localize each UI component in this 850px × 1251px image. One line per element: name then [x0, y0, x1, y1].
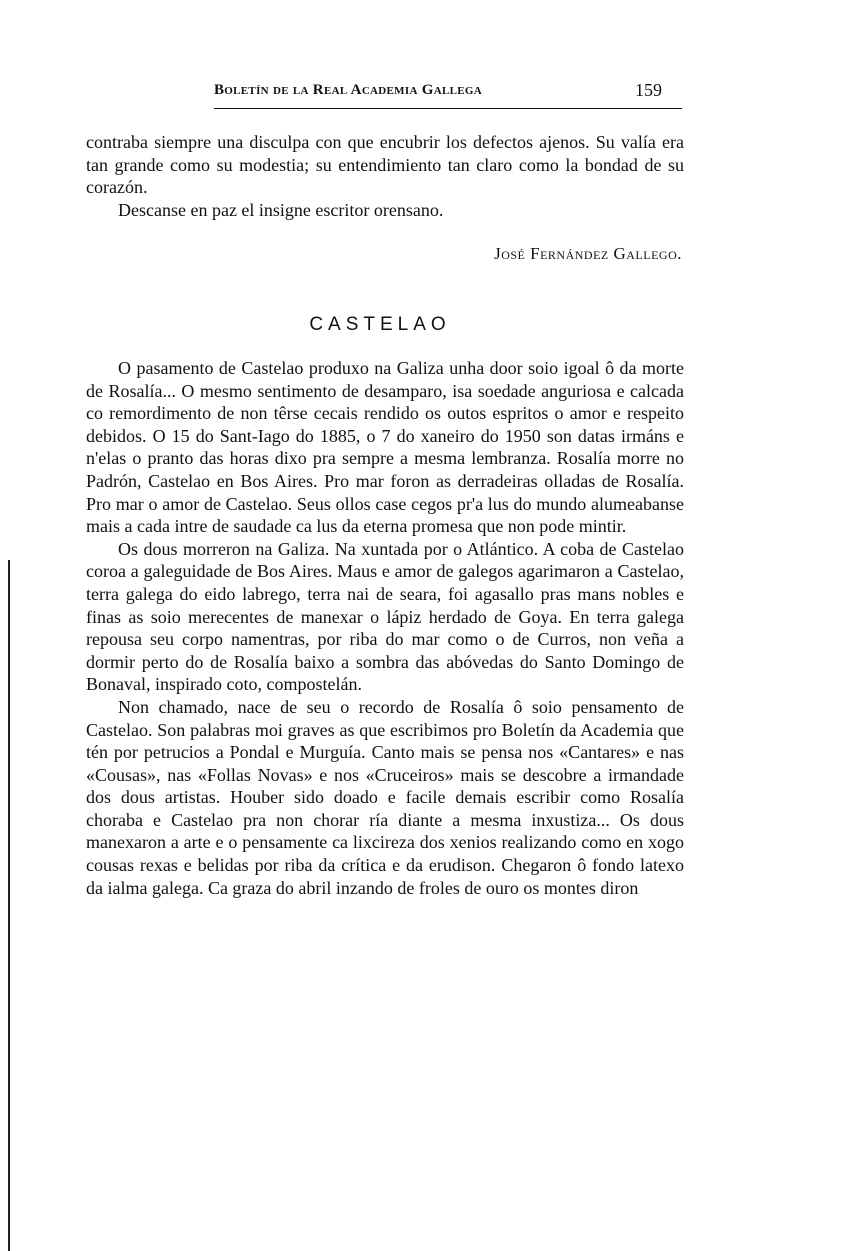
- author-signature: José Fernández Gallego.: [494, 244, 682, 263]
- running-header: [214, 82, 682, 109]
- paragraph: Non chamado, nace de seu o recordo de Rosalía ô soio pensamento de Castelao. Son palabras moi graves as que escribimos pro Boletín da Academia que tén por petrucios a Pondal e Murguía. Canto mais se pensa nos «Cantares» e nas «Cousas», nas «Follas Novas» e nos «Cruceiros» mais se descobre a irmandade dos dous artistas. Houber sido doado e facile demais escribir como Rosalía choraba e Castelao pra non chorar ría diante a mesma inxustiza... Os dous manexaron a arte e o pensamente ca lixcireza dos xenios realizando como en xogo cousas rexas e belidas por riba da crítica e da erudison. Chegaron ô fondo latexo da ialma galega. Ca graza do abril inzando de froles de ouro os montes diron: [86, 696, 684, 898]
- page-number: 159: [635, 80, 662, 100]
- paragraph: contraba siempre una disculpa con que encubrir los defectos ajenos. Su valía era tan grande como su modestia; su entendimiento tan claro como la bondad de su corazón.: [86, 132, 684, 198]
- closing-line: Descanse en paz el insigne escritor orensano.: [118, 199, 444, 220]
- paragraph: O pasamento de Castelao produxo na Galiza unha door soio igoal ô da morte de Rosalía... O mesmo sentimento de desamparo, isa soedade anguriosa e calcada co remordimento de non têrse cecais rendido os outos espritos o amor e respeito debidos. O 15 do Sant-Iago do 1885, o 7 do xaneiro do 1950 son datas irmáns e n'elas o pranto das horas dixo pra sempre a mesma lembranza. Rosalía morre no Padrón, Castelao en Bos Aires. Pro mar foron as derradeiras olladas de Rosalía. Pro mar o amor de Castelao. Seus ollos case cegos pr'a lus do mundo alumeabanse mais a cada intre de saudade ca lus da eterna promesa que non pode mintir.: [86, 358, 684, 537]
- paragraph: Os dous morreron na Galiza. Na xuntada por o Atlántico. A coba de Castelao coroa a galeguidade de Bos Aires. Maus e amor de galegos agarimaron a Castelao, terra galega do eido labrego, terra nai de seara, foi agasallo pras mans nobles e finas as soio merecentes de manexar o lápiz herdado de Goya. En terra galega repousa seu corpo namentras, por riba do mar como o de Curros, non veña a dormir perto do de Rosalía baixo a sombra das abóvedas do Santo Domingo de Bonaval, inspirado coto, compostelán.: [86, 538, 684, 695]
- article-title: CASTELAO: [309, 314, 451, 335]
- page-edge-line: [8, 560, 10, 1251]
- article-body: [86, 357, 684, 899]
- previous-article-ending: [86, 131, 684, 221]
- journal-title: Boletín de la Real Academia Gallega: [214, 82, 482, 98]
